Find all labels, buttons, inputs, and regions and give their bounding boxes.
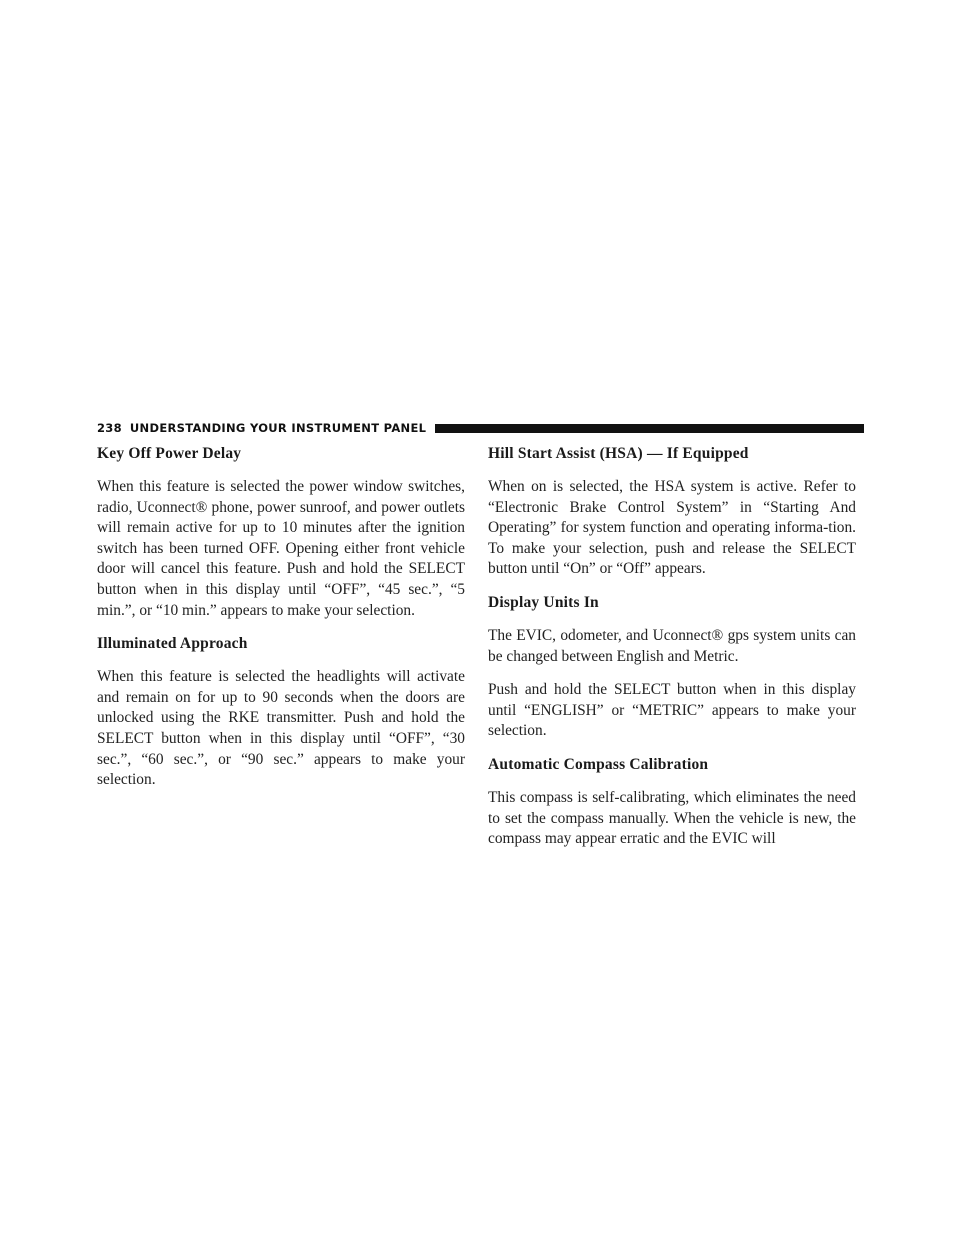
paragraph: When this feature is selected the headlights will activate and remain on for up to 90 seconds when the doors are unlocked using the RKE transmitter. Push and hold the SELECT button when in this display until “OFF”, “30 sec.”, “60 sec.”, or “90 sec.” appears to make your selection. [97, 668, 465, 789]
section-illuminated-approach [97, 634, 465, 791]
section-title: UNDERSTANDING YOUR INSTRUMENT PANEL [129, 421, 427, 435]
section-heading: Display Units In [488, 593, 599, 611]
paragraph: When on is selected, the HSA system is active. Refer to “Electronic Brake Control System” in “Starting And Operating” for system function and operating informa-tion. To make your selection, push and release the SELECT button until “On” or “Off” appears. [488, 478, 856, 578]
header-rule [435, 424, 864, 433]
section-heading: Automatic Compass Calibration [488, 755, 709, 773]
right-column [488, 444, 856, 863]
section-hill-start-assist [488, 444, 856, 580]
page-header [97, 420, 864, 436]
paragraph: When this feature is selected the power window switches, radio, Uconnect® phone, power sunroof, and power outlets will remain active for up to 10 minutes after the ignition switch has been turned OFF. Opening either front vehicle door will cancel this feature. Push and hold the SELECT button when in this display until “OFF”, “45 sec.”, “5 min.”, or “10 min.” appears to make your selection. [97, 478, 465, 619]
section-heading: Key Off Power Delay [97, 445, 242, 462]
section-automatic-compass-calibration [488, 755, 856, 850]
section-key-off-power-delay [97, 444, 465, 621]
page-number: 238 [97, 421, 122, 435]
section-display-units-in [488, 593, 856, 742]
paragraph: This compass is self-calibrating, which eliminates the need to set the compass manually. When the vehicle is new, the compass may appear erratic and the EVIC will [488, 788, 856, 848]
paragraph: Push and hold the SELECT button when in this display until “ENGLISH” or “METRIC” appears to make your selection. [488, 681, 856, 740]
left-column [97, 444, 465, 804]
paragraph: The EVIC, odometer, and Uconnect® gps system units can be changed between English and Metric. [488, 626, 856, 665]
section-heading: Illuminated Approach [97, 635, 248, 653]
section-heading: Hill Start Assist (HSA) — If Equipped [488, 445, 749, 462]
